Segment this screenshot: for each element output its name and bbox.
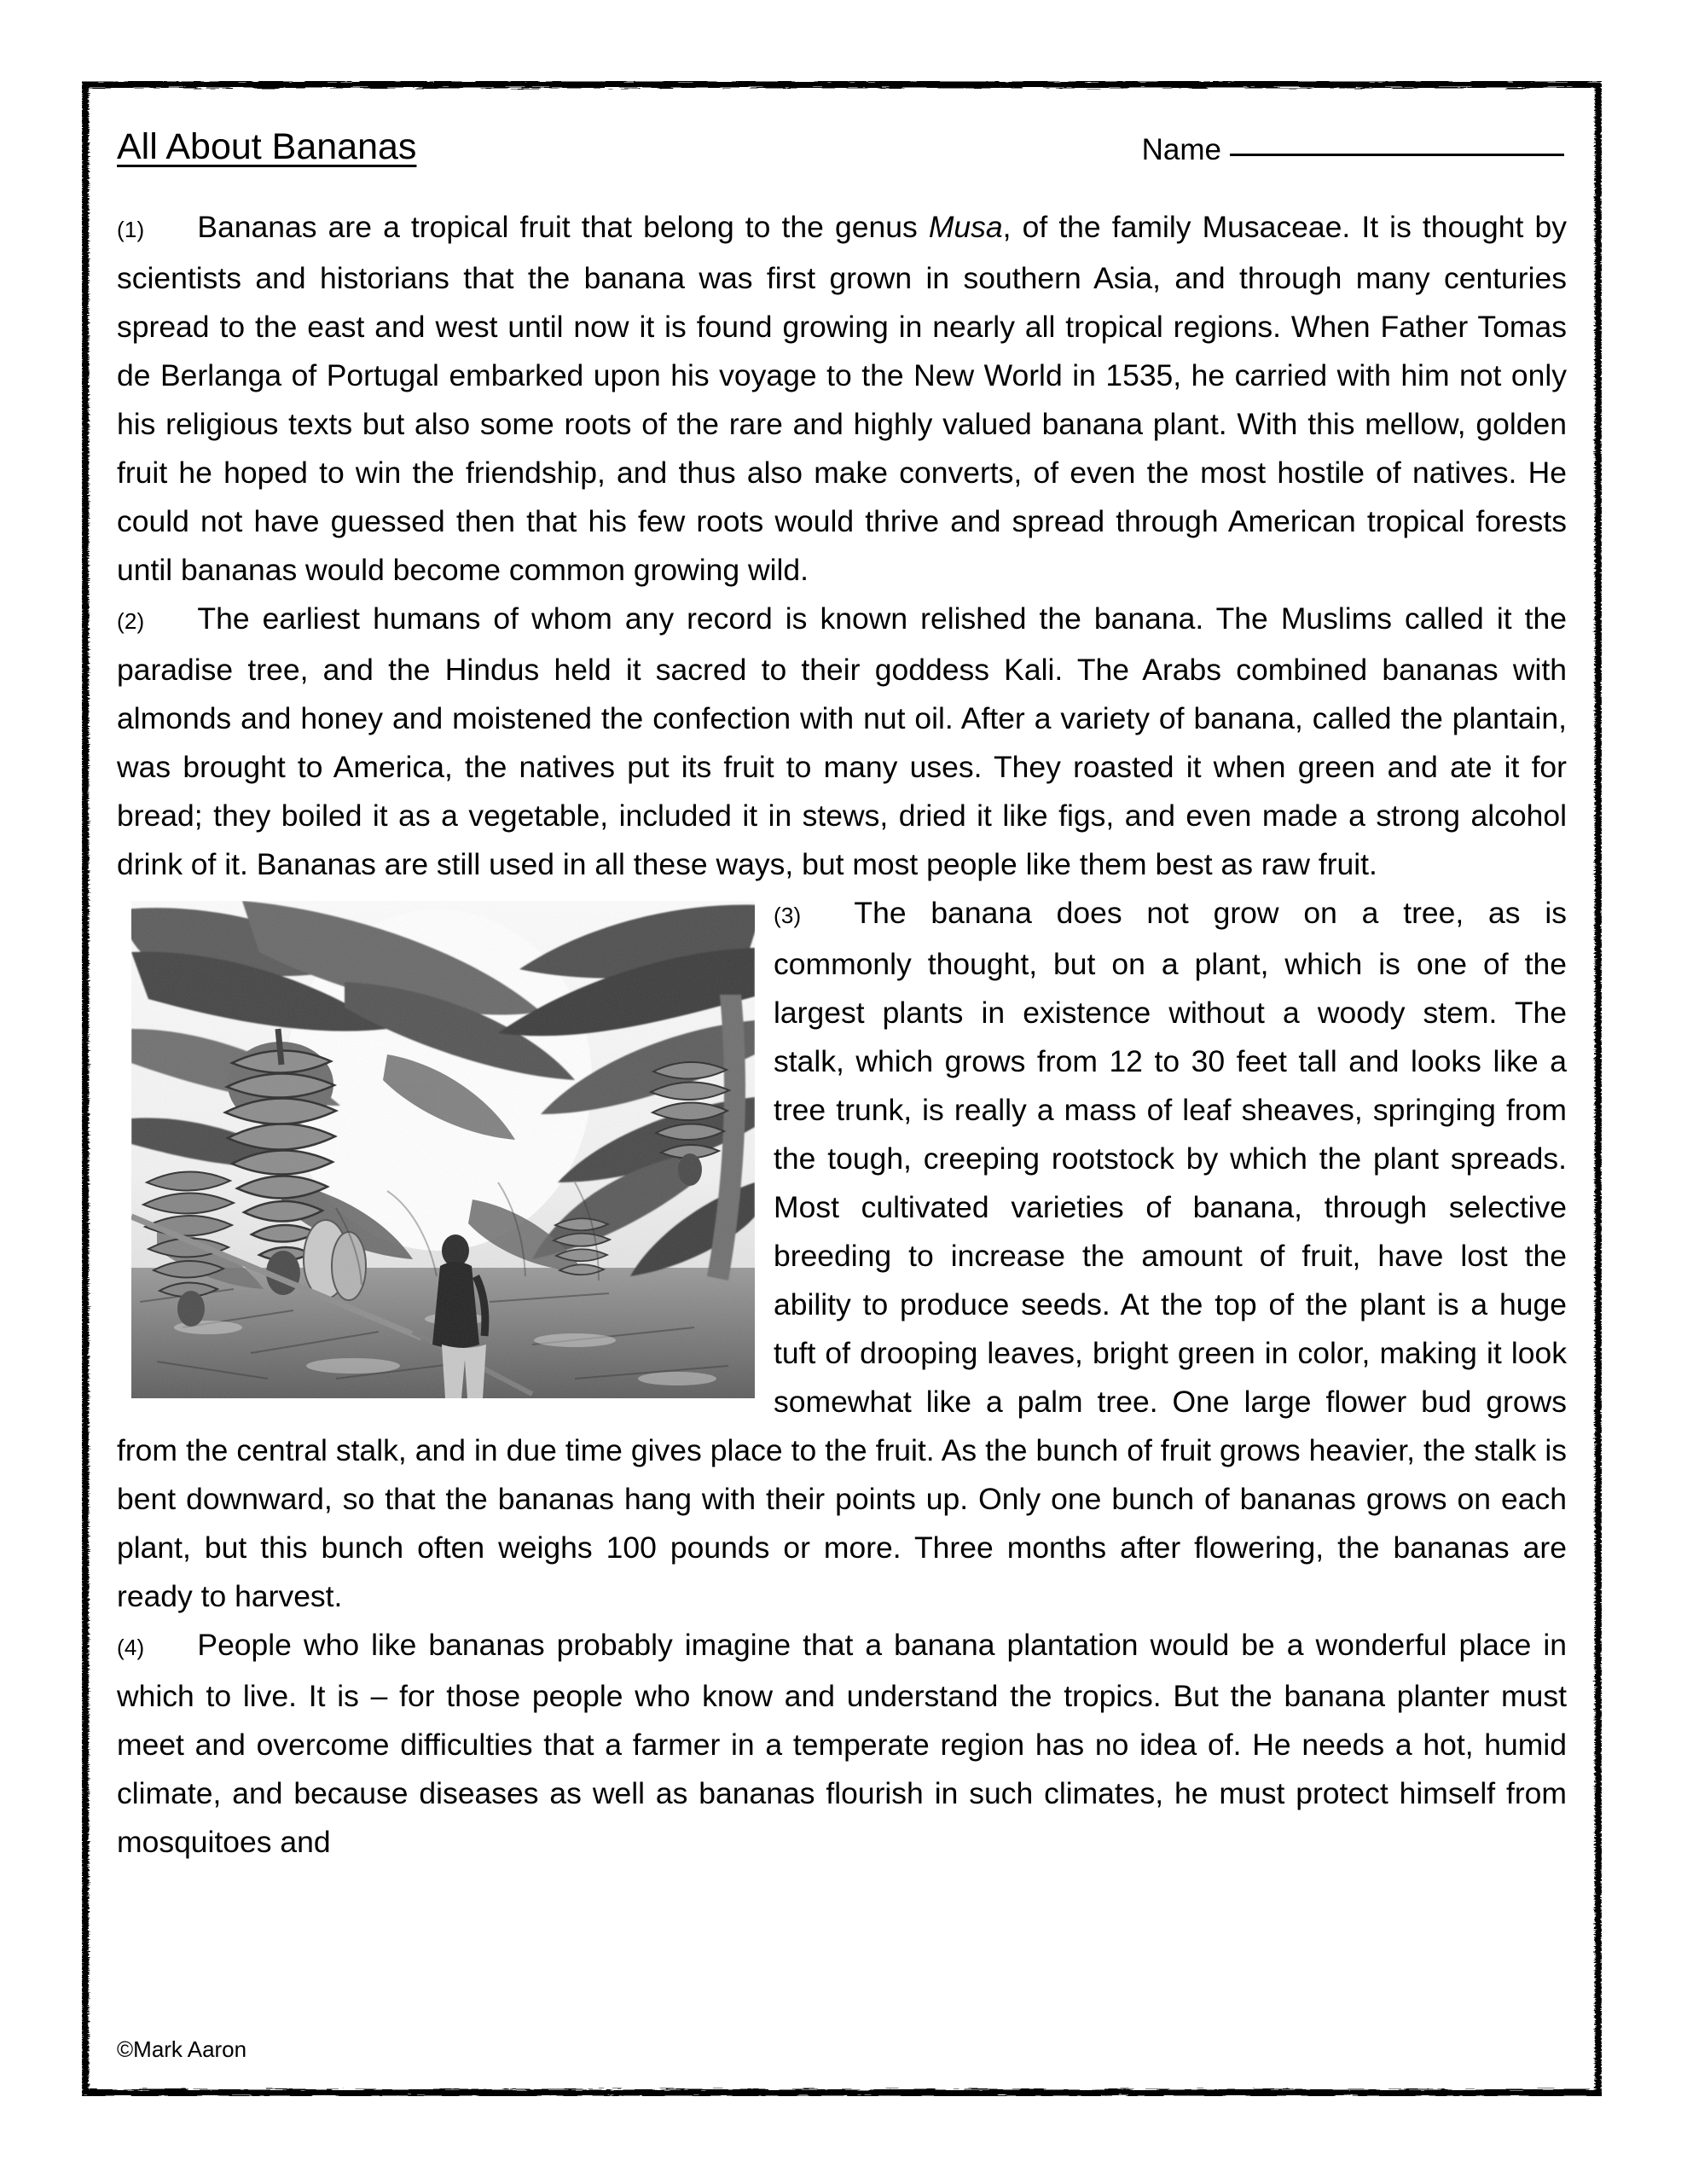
paragraph-4-text: People who like bananas probably imagine that a banana plantation would be a wonderful place in which to live. It is – for those people who know and understand the tropics. But the banana planter must meet and overcome difficulties that a farmer in a temperate region has no idea of. He needs a hot, humid climate, and because diseases as well as bananas flourish in such climates, he must protect himself from mosquitoes and <box>117 1628 1567 1859</box>
name-label: Name <box>1141 133 1221 166</box>
paragraph-2-number: (2) <box>117 608 145 634</box>
page-title: All About Bananas <box>117 125 417 167</box>
paragraph-3-number: (3) <box>774 903 802 928</box>
paragraph-1-text-b: , of the family Musaceae. It is thought by scientists and historians that the banana was first grown in southern Asia, and through many centuries spread to the east and west until now it is found growing in nearly all tropical regions. When Father Tomas de Berlanga of Portugal embarked upon his voyage to the New World in 1535, he carried with him not only his religious texts but also some roots of the rare and highly valued banana plant. With this mellow, golden fruit he hoped to win the friendship, and thus also make converts, of even the most hostile of natives. He could not have guessed then that his few roots would thrive and spread through American tropical forests until bananas would become common growing wild. <box>117 210 1567 587</box>
worksheet-content <box>117 113 1567 2076</box>
reading-passage <box>117 203 1567 1867</box>
paragraph-1 <box>117 203 1567 595</box>
worksheet-header <box>117 113 1567 166</box>
paragraph-2-text: The earliest humans of whom any record is known relished the banana. The Muslims called it the paradise tree, and the Hindus held it sacred to their goddess Kali. The Arabs combined bananas with almonds and honey and moistened the confection with nut oil. After a variety of banana, called the plantain, was brought to America, the natives put its fruit to many uses. They roasted it when green and ate it for bread; they boiled it as a vegetable, included it in stews, dried it like figs, and even made a strong alcohol drink of it. Bananas are still used in all these ways, but most people like them best as raw fruit. <box>117 601 1567 881</box>
paragraph-4-number: (4) <box>117 1635 145 1660</box>
paragraph-1-number: (1) <box>117 217 145 242</box>
paragraph-1-text-a: Bananas are a tropical fruit that belong to the genus <box>197 210 929 244</box>
paragraph-4 <box>117 1621 1567 1867</box>
banana-plantation-photo <box>131 901 755 1398</box>
paragraph-3-text: The banana does not grow on a tree, as is commonly thought, but on a plant, which is one of the largest plants in existence without a woody stem. The stalk, which grows from 12 to 30 feet tall and looks like a tree trunk, is really a mass of leaf sheaves, springing from the tough, creeping rootstock by which the plant spreads. Most cultivated varieties of banana, through selective breeding to increase the amount of fruit, have lost the ability to produce seeds. At the top of the plant is a huge tuft of drooping leaves, bright green in color, making it look somewhat like a palm tree. One large flower bud grows from the central stalk, and in due time gives place to the fruit. As the bunch of fruit grows heavier, the stalk is bent downward, so that the bananas hang with their points up. Only one bunch of bananas grows on each plant, but this bunch often weighs 100 pounds or more. Three months after flowering, the bananas are ready to harvest. <box>117 896 1567 1613</box>
name-field[interactable] <box>1142 135 1564 166</box>
paragraph-1-italic-term: Musa <box>928 210 1003 244</box>
name-input-line[interactable] <box>1230 153 1564 156</box>
copyright-credit: ©Mark Aaron <box>117 2036 247 2062</box>
paragraph-2 <box>117 595 1567 889</box>
